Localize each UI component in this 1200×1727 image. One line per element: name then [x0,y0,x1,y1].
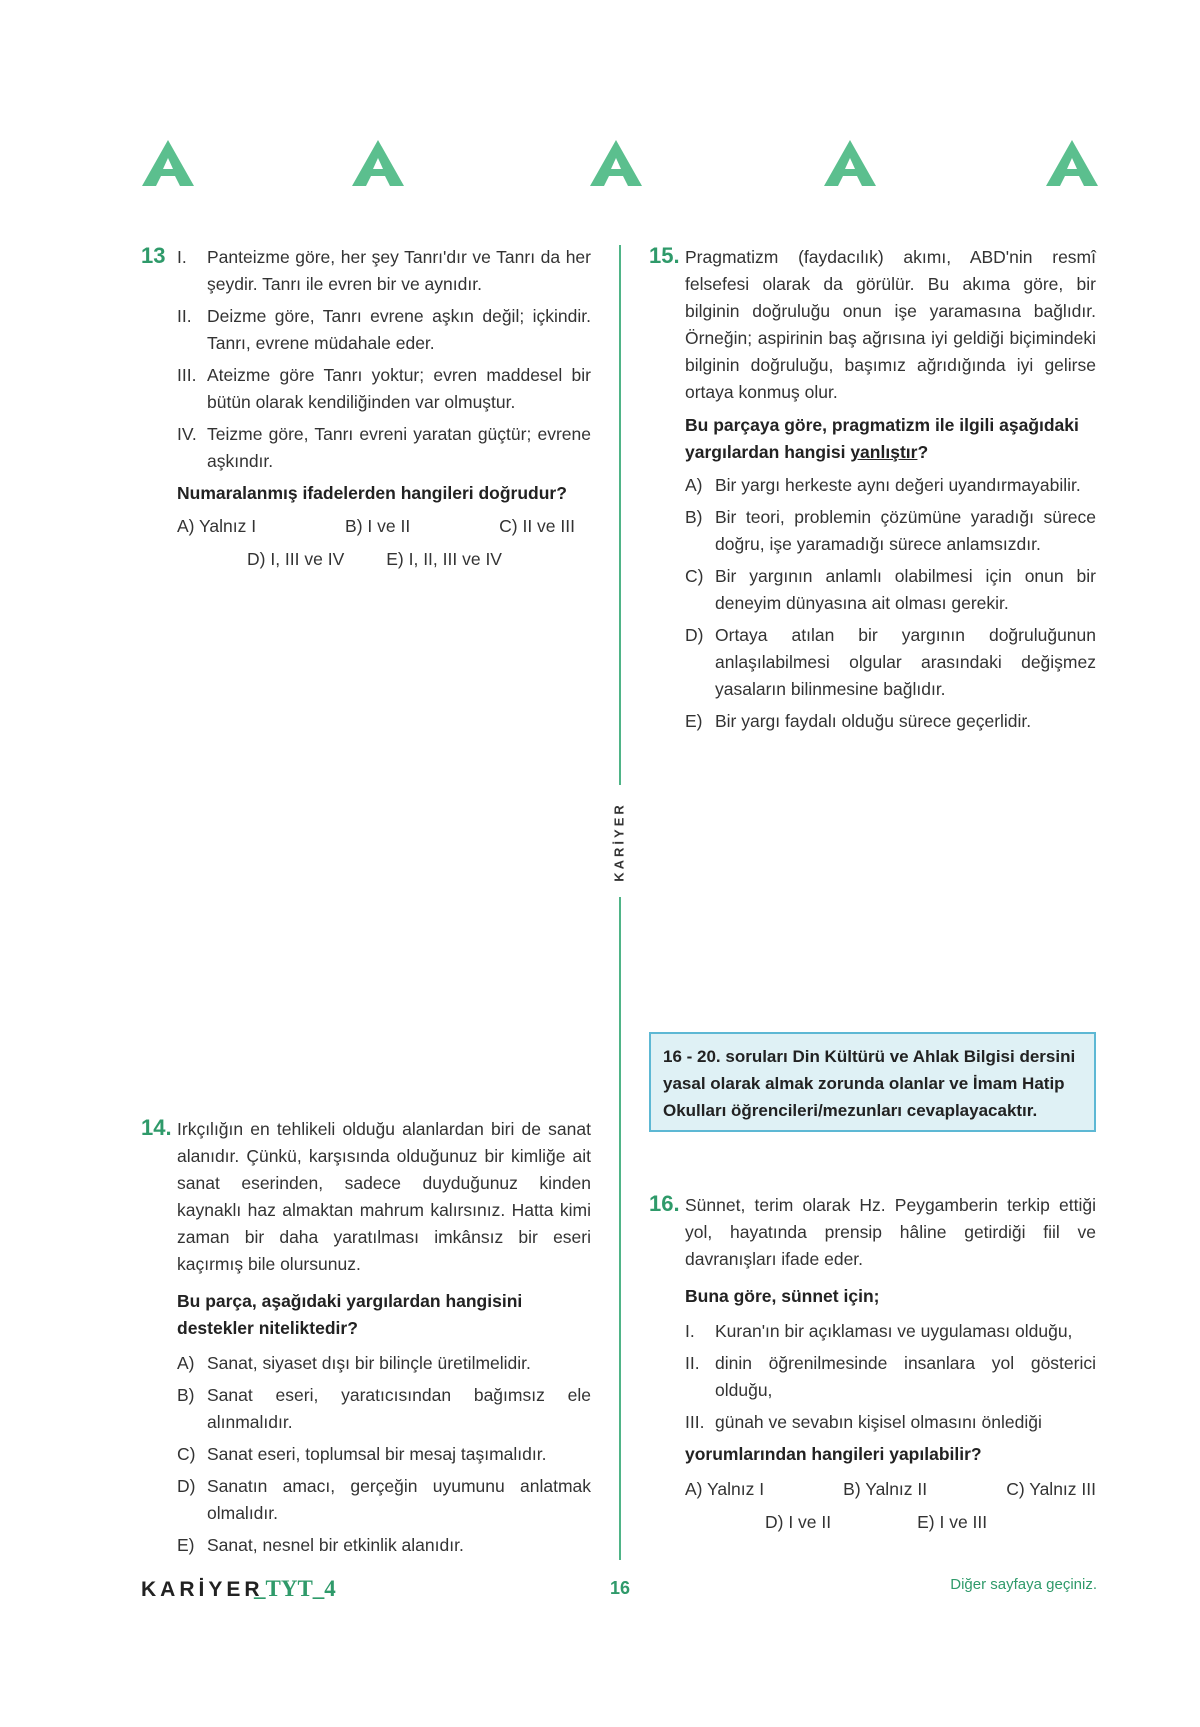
svg-text:A: A [1044,138,1045,139]
question-stem: Bu parça, aşağıdaki yargılardan hangisini destekler niteliktedir? [177,1291,523,1338]
option-b[interactable]: B) Yalnız II [843,1479,928,1499]
option-e[interactable]: E) I, II, III ve IV [386,549,502,569]
statement: III. Ateizme göre Tanrı yoktur; evren maddesel bir bütün olarak kendiliğinden var olmuştur. [177,365,591,412]
option-a[interactable]: A) Sanat, siyaset dışı bir bilinçle üretilmelidir. [177,1353,531,1373]
option-e[interactable]: E) Bir yargı faydalı olduğu sürece geçerlidir. [685,711,1032,731]
option-c[interactable]: C) Yalnız III [1006,1479,1096,1499]
option-b[interactable]: B) Bir teori, problemin çözümüne yaradığı sürece doğru, işe yaramadığı sürece anlamsızdır. [685,507,1096,554]
option-e[interactable]: E) I ve III [917,1512,988,1532]
underlined-keyword: yanlıştır [850,442,918,462]
option-c[interactable]: C) Bir yargının anlamlı olabilmesi için onun bir deneyim dünyasına ait olması gerekir. [685,566,1096,613]
question-number: 13 [141,243,166,268]
next-page-note: Diğer sayfaya geçiniz. [950,1576,1097,1593]
question-stem: Numaralanmış ifadelerden hangileri doğrudur? [177,483,567,503]
svg-text:A: A [350,138,351,139]
svg-text:A: A [140,138,141,139]
option-a[interactable]: A) Yalnız I [685,1479,765,1499]
question-stem: Bu parçaya göre, pragmatizm ile ilgili aşağıdaki yargılardan hangisi yanlıştır? [685,415,1079,462]
statement: I. Panteizme göre, her şey Tanrı'dır ve Tanrı da her şeydir. Tanrı ile evren bir ve aynıdır. [177,247,591,294]
option-d[interactable]: D) Sanatın amacı, gerçeğin uyumunu anlatmak olmalıdır. [177,1476,591,1523]
statement: III. günah ve sevabın kişisel olmasını önlediği [685,1412,1042,1432]
passage: Irkçılığın en tehlikeli olduğu alanlardan biri de sanat alanıdır. Çünkü, karşısında olduğunuz bir kimliğe ait sanat eserinden, sadece duyduğunuz kinden kaynaklı haz almaktan mahrum kalırsınız. Hatta kimi zaman bir daha yaratılması imkânsız bir eseri kaçırmış bile olursunuz. [177,1119,591,1274]
footer-series: _TYT_4 [254,1576,336,1601]
question-16 [685,1192,1096,1536]
option-e[interactable]: E) Sanat, nesnel bir etkinlik alanıdır. [177,1535,464,1555]
option-b[interactable]: B) I ve II [345,516,411,536]
footer-brand: KARİYER [141,1578,264,1601]
statement: IV. Teizme göre, Tanrı evreni yaratan güçtür; evrene aşkındır. [177,424,591,471]
question-13 [177,244,591,573]
option-a[interactable]: A) Yalnız I [177,516,257,536]
question-number: 14. [141,1115,172,1140]
page-number: 16 [609,1578,631,1598]
statement: I. Kuran'ın bir açıklaması ve uygulaması olduğu, [685,1321,1073,1341]
passage: Pragmatizm (faydacılık) akımı, ABD'nin resmî felsefesi olarak da görülür. Bu akıma göre, bir bilginin doğruluğu onun işe yaramasına bağlıdır. Örneğin; aspirinin baş ağrısına iyi geldiği biçimindeki bilginin doğruluğu, başımız ağrıdığında iyi gelirse ortaya konmuş olur. [685,247,1096,402]
column-divider [619,245,621,785]
side-brand [608,797,632,887]
passage: Sünnet, terim olarak Hz. Peygamberin terkip ettiği yol, hayatında prensip hâline getirdiği fiil ve davranışları ifade eder. [685,1195,1096,1269]
option-c[interactable]: C) II ve III [499,516,575,536]
option-d[interactable]: D) I ve II [765,1512,832,1532]
booklet-a-logo [1044,138,1100,188]
question-stem: yorumlarından hangileri yapılabilir? [685,1444,982,1464]
svg-text:KARİYER: KARİYER [611,802,627,882]
statement: II. dinin öğrenilmesinde insanlara yol gösterici olduğu, [685,1353,1096,1400]
svg-text:A: A [588,138,589,139]
question-14 [177,1116,591,1564]
question-15 [685,244,1096,740]
svg-text:A: A [822,138,823,139]
column-divider [619,897,621,1560]
question-number: 16. [649,1191,680,1216]
option-b[interactable]: B) Sanat eseri, yaratıcısından bağımsız ele alınmalıdır. [177,1385,591,1432]
question-number: 15. [649,243,680,268]
info-box: 16 - 20. soruları Din Kültürü ve Ahlak Bilgisi dersini yasal olarak almak zorunda olanlar ve İmam Hatip Okulları öğrencileri/mezunları cevaplayacaktır. [649,1032,1096,1132]
question-lead: Buna göre, sünnet için; [685,1286,880,1306]
booklet-a-logo [350,138,406,188]
booklet-a-logo [588,138,644,188]
statement: II. Deizme göre, Tanrı evrene aşkın değil; içkindir. Tanrı, evrene müdahale eder. [177,306,591,353]
booklet-a-logo [822,138,878,188]
option-d[interactable]: D) I, III ve IV [247,549,345,569]
booklet-a-logo [140,138,196,188]
option-a[interactable]: A) Bir yargı herkeste aynı değeri uyandırmayabilir. [685,475,1081,495]
option-c[interactable]: C) Sanat eseri, toplumsal bir mesaj taşımalıdır. [177,1444,547,1464]
option-d[interactable]: D) Ortaya atılan bir yargının doğruluğunun anlaşılabilmesi olgular arasındaki değişmez yasaların bilinmesine bağlıdır. [685,625,1096,699]
